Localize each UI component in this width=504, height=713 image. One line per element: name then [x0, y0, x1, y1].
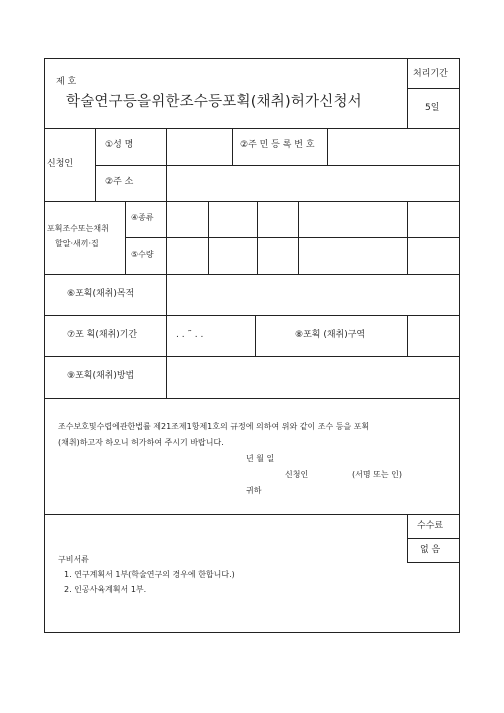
form-title: 학술연구등을위한조수등포획(채취)허가신청서	[66, 94, 362, 110]
target-section-label-line2: 할알·새끼·집	[55, 239, 99, 248]
resident-number-label: ②주 민 등 록 번 호	[240, 140, 315, 150]
declaration-line-1: 조수보호및수렵에관한법률 제21조제1항제1호의 규정에 의하여 위와 같이 조수 등을 포획	[58, 422, 370, 431]
method-label: ⑨포획(채취)방법	[67, 371, 135, 381]
signer-label: 신청인	[285, 470, 309, 479]
name-field[interactable]	[167, 129, 231, 164]
application-date: 년 월 일	[246, 454, 275, 463]
required-document-item: 1. 연구계획서 1부(학술연구의 경우에 한합니다.)	[64, 570, 235, 579]
method-field[interactable]	[167, 357, 458, 397]
addressee: 귀하	[246, 486, 262, 495]
period-date-field[interactable]: . . ˜ . .	[176, 330, 204, 340]
kind-label: ④종류	[131, 213, 154, 222]
target-section-label-line1: 포획조수또는채취	[47, 224, 109, 233]
fee-label: 수수료	[417, 521, 444, 531]
document-number-label: 제 호	[56, 77, 77, 87]
kind-field[interactable]	[167, 202, 407, 236]
declaration-line-2: (채취)하고자 하오니 허가하여 주시기 바랍니다.	[58, 438, 224, 447]
name-label: ①성 명	[105, 140, 134, 150]
fee-value: 없 음	[420, 545, 441, 555]
area-field[interactable]	[408, 316, 458, 355]
purpose-field[interactable]	[167, 275, 458, 314]
address-label: ②주 소	[105, 177, 134, 187]
resident-number-field[interactable]	[328, 129, 458, 164]
required-document-item: 2. 인공사육계획서 1부.	[64, 585, 147, 594]
quantity-label: ⑤수량	[131, 250, 154, 259]
processing-period-value: 5일	[425, 103, 440, 113]
processing-period-label: 처리기간	[413, 69, 448, 79]
quantity-field[interactable]	[167, 238, 407, 273]
signature-hint: (서명 또는 인)	[352, 470, 402, 479]
area-label: ⑧포획 (채취)구역	[295, 330, 366, 340]
purpose-label: ⑥포획(채취)목적	[67, 289, 135, 299]
applicant-section-label: 신청인	[47, 159, 74, 169]
address-field[interactable]	[167, 166, 458, 200]
required-documents-heading: 구비서류	[58, 555, 89, 564]
period-label: ⑦포 획(채취)기간	[67, 330, 138, 340]
